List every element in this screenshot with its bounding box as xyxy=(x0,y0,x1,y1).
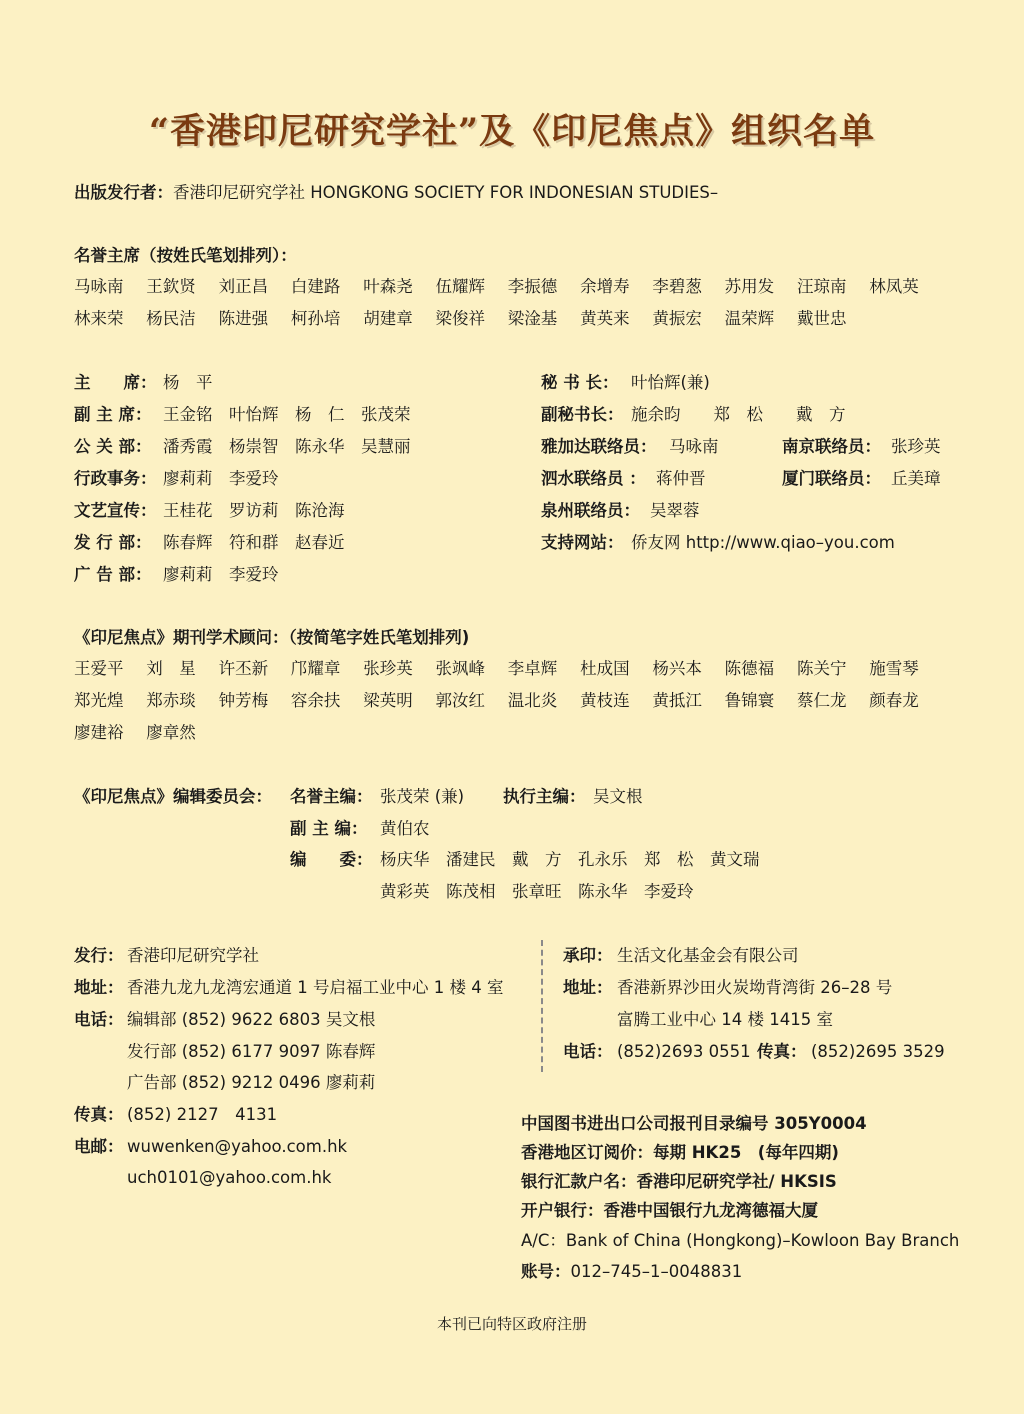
email-secondary: uch0101@yahoo.com.hk xyxy=(127,1168,332,1187)
vice-secretary-label: 副秘书长： xyxy=(541,405,624,424)
name-item: 郭汝红 xyxy=(435,691,485,710)
fax-label: 传真： xyxy=(74,1105,124,1124)
name-item: 郑赤琰 xyxy=(146,691,196,710)
name-item: 林凤英 xyxy=(869,277,919,296)
quanzhou-liaison-label: 泉州联络员： xyxy=(541,501,640,520)
advertising-value: 廖莉莉 李爱玲 xyxy=(163,565,279,584)
jakarta-liaison-value: 马咏南 xyxy=(669,437,719,456)
printer-fax-value: (852)2695 3529 xyxy=(811,1042,945,1061)
printer-phone-label: 电话： xyxy=(563,1042,613,1061)
name-item: 陈德福 xyxy=(724,659,775,678)
printer-address-label: 地址： xyxy=(563,978,613,997)
culture-label: 文艺宣传： xyxy=(74,501,157,520)
admin-value: 廖莉莉 李爱玲 xyxy=(163,469,279,488)
catalog-number: 中国图书进出口公司报刊目录编号 305Y0004 xyxy=(521,1114,867,1133)
name-item: 陈关宁 xyxy=(796,659,847,678)
ac-label: A/C： xyxy=(521,1231,566,1250)
name-item: 廖章然 xyxy=(146,723,196,742)
phone-label: 电话： xyxy=(74,1010,124,1029)
pr-value: 潘秀霞 杨崇智 陈永华 吴慧丽 xyxy=(163,437,411,456)
account-number-label: 账号： xyxy=(521,1262,571,1281)
publisher-label: 出版发行者： xyxy=(74,183,173,202)
name-item: 叶森尧 xyxy=(363,277,413,296)
name-item: 林来荣 xyxy=(74,309,124,328)
bank-account-name: 银行汇款户名：香港印尼研究学社/ HKSIS xyxy=(521,1172,837,1191)
address-label: 地址： xyxy=(74,978,124,997)
name-item: 黄振宏 xyxy=(652,309,702,328)
fax-value: (852) 2127 4131 xyxy=(127,1105,278,1124)
account-number-line xyxy=(521,1262,742,1282)
website-value: 侨友网 http://www.qiao–you.com xyxy=(631,533,895,552)
vice-chair-label: 副 主 席： xyxy=(74,405,152,424)
xiamen-liaison-value: 丘美璋 xyxy=(891,469,941,488)
name-item: 刘正昌 xyxy=(218,277,269,296)
email-label: 电邮： xyxy=(74,1137,124,1156)
deputy-editor-label: 副 主 编： xyxy=(290,819,368,838)
bank-branch-line xyxy=(521,1231,959,1251)
surabaya-liaison-value: 蒋仲晋 xyxy=(656,469,706,488)
publisher-line xyxy=(74,183,718,203)
name-item: 余增寿 xyxy=(580,277,630,296)
name-item: 杨民洁 xyxy=(146,309,196,328)
distribution-value: 陈春辉 符和群 赵春近 xyxy=(163,533,345,552)
name-item: 梁俊祥 xyxy=(435,309,485,328)
deputy-editor-value: 黄伯农 xyxy=(380,819,430,838)
honorary-row-2 xyxy=(74,309,869,329)
editorial-heading: 《印尼焦点》编辑委员会： xyxy=(74,787,272,806)
executive-editor-value: 吴文根 xyxy=(593,787,643,806)
committee-members-row-2: 黄彩英 陈茂相 张章旺 陈永华 李爱玲 xyxy=(380,882,694,901)
address-value: 香港九龙九龙湾宏通道 1 号启福工业中心 1 楼 4 室 xyxy=(127,978,504,997)
name-item: 许丕新 xyxy=(218,659,269,678)
name-item: 温北炎 xyxy=(507,691,558,710)
name-item: 杨兴本 xyxy=(652,659,702,678)
name-item: 苏用发 xyxy=(724,277,775,296)
committee-members-row-1: 杨庆华 潘建民 戴 方 孔永乐 郑 松 黄文瑞 xyxy=(380,850,760,869)
name-item: 汪琼南 xyxy=(796,277,847,296)
publisher-value: 香港印尼研究学社 HONGKONG SOCIETY FOR INDONESIAN STUDIES– xyxy=(173,183,719,202)
printer-phone-value: (852)2693 0551 xyxy=(617,1042,751,1061)
advisors-heading: 《印尼焦点》期刊学术顾问：（按简笔字姓氏笔划排列) xyxy=(74,628,470,647)
vice-secretary-value: 施余昀 郑 松 戴 方 xyxy=(631,405,846,424)
issuer-label: 发行： xyxy=(74,946,124,965)
registration-note: 本刊已向特区政府注册 xyxy=(436,1315,587,1333)
subscription-price: 香港地区订阅价：每期 HK25 (每年四期) xyxy=(521,1143,839,1162)
name-item: 马咏南 xyxy=(74,277,124,296)
page-title: “香港印尼研究学社”及《印尼焦点》组织名单 xyxy=(148,111,876,152)
committee-members-label: 编 委： xyxy=(290,850,373,869)
honorary-row-1 xyxy=(74,277,942,297)
name-item: 王欽贤 xyxy=(146,277,196,296)
name-item: 刘 星 xyxy=(146,659,196,678)
distribution-label: 发 行 部： xyxy=(74,533,152,552)
name-item: 黄枝连 xyxy=(580,691,630,710)
executive-editor-label: 执行主编： xyxy=(503,787,586,806)
name-item: 蔡仁龙 xyxy=(796,691,847,710)
name-item: 黄抵江 xyxy=(652,691,702,710)
quanzhou-liaison-value: 吴翠蓉 xyxy=(650,501,700,520)
name-item: 张飒峰 xyxy=(435,659,485,678)
email-primary: wuwenken@yahoo.com.hk xyxy=(127,1137,348,1156)
name-item: 鲁锦寰 xyxy=(724,691,775,710)
name-item: 容余扶 xyxy=(290,691,341,710)
honorary-editor-value: 张茂荣 (兼) xyxy=(380,787,465,806)
name-item: 梁淦基 xyxy=(507,309,558,328)
name-item: 戴世忠 xyxy=(796,309,847,328)
honorary-editor-label: 名誉主编： xyxy=(290,787,373,806)
name-item: 廖建裕 xyxy=(74,723,124,742)
bank-name: 开户银行：香港中国银行九龙湾德福大厦 xyxy=(521,1201,818,1220)
column-divider xyxy=(541,940,543,1072)
name-item: 邝耀章 xyxy=(290,659,341,678)
chair-label: 主 席： xyxy=(74,373,157,392)
name-item: 施雪琴 xyxy=(869,659,919,678)
name-item: 伍耀辉 xyxy=(435,277,485,296)
name-item: 杜成国 xyxy=(580,659,630,678)
vice-chair-value: 王金铭 叶怡辉 杨 仁 张茂荣 xyxy=(163,405,411,424)
printer-fax-label: 传真： xyxy=(757,1042,807,1061)
name-item: 李卓辉 xyxy=(507,659,558,678)
phone-distribution: 发行部 (852) 6177 9097 陈春辉 xyxy=(127,1042,376,1061)
advisors-row-1 xyxy=(74,659,942,679)
xiamen-liaison-label: 厦门联络员： xyxy=(782,469,881,488)
account-number-value: 012–745–1–0048831 xyxy=(570,1262,743,1281)
admin-label: 行政事务： xyxy=(74,469,157,488)
name-item: 李振德 xyxy=(507,277,558,296)
chair-value: 杨 平 xyxy=(163,373,213,392)
printer-address-line-2: 富腾工业中心 14 楼 1415 室 xyxy=(617,1010,833,1029)
advisors-row-2 xyxy=(74,691,942,711)
culture-value: 王桂花 罗访莉 陈沧海 xyxy=(163,501,345,520)
phone-advertising: 广告部 (852) 9212 0496 廖莉莉 xyxy=(127,1073,376,1092)
name-item: 李碧葱 xyxy=(652,277,702,296)
advertising-label: 广 告 部： xyxy=(74,565,152,584)
name-item: 郑光煌 xyxy=(74,691,124,710)
name-item: 钟芳梅 xyxy=(218,691,269,710)
phone-editorial: 编辑部 (852) 9622 6803 吴文根 xyxy=(127,1010,376,1029)
nanjing-liaison-value: 张珍英 xyxy=(891,437,941,456)
advisors-row-3 xyxy=(74,723,219,743)
surabaya-liaison-label: 泗水联络员 ： xyxy=(541,469,646,488)
issuer-value: 香港印尼研究学社 xyxy=(127,946,259,965)
honorary-heading: 名誉主席（按姓氏笔划排列）： xyxy=(74,246,297,265)
name-item: 张珍英 xyxy=(363,659,413,678)
name-item: 柯孙培 xyxy=(290,309,341,328)
name-item: 颜春龙 xyxy=(869,691,919,710)
jakarta-liaison-label: 雅加达联络员： xyxy=(541,437,657,456)
ac-value: Bank of China (Hongkong)–Kowloon Bay Branch xyxy=(565,1231,960,1250)
pr-label: 公 关 部： xyxy=(74,437,152,456)
nanjing-liaison-label: 南京联络员： xyxy=(782,437,881,456)
name-item: 胡建章 xyxy=(363,309,413,328)
name-item: 陈进强 xyxy=(218,309,269,328)
printer-label: 承印： xyxy=(563,946,613,965)
name-item: 温荣辉 xyxy=(724,309,775,328)
name-item: 梁英明 xyxy=(363,691,413,710)
printer-address-line-1: 香港新界沙田火炭坳背湾街 26–28 号 xyxy=(617,978,893,997)
website-label: 支持网站： xyxy=(541,533,624,552)
name-item: 白建路 xyxy=(290,277,341,296)
secretary-label: 秘 书 长： xyxy=(541,373,619,392)
name-item: 王爱平 xyxy=(74,659,124,678)
secretary-value: 叶怡辉(兼) xyxy=(631,373,710,392)
name-item: 黄英来 xyxy=(580,309,630,328)
printer-value: 生活文化基金会有限公司 xyxy=(617,946,799,965)
